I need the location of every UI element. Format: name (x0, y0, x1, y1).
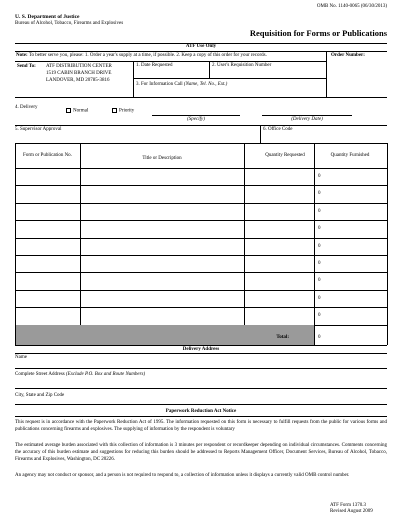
date-requested-field[interactable]: 1. Date Requested (136, 63, 173, 68)
qty-requested-cell[interactable]: 0 (318, 191, 321, 197)
table-row (15, 203, 387, 204)
paperwork-title: Paperwork Reduction Act Notice (165, 409, 237, 414)
paperwork-paragraph-3: An agency may not conduct or sponsor, and a person is not required to respond to, a collection of information unless it displays a currently valid OMB control number. (15, 473, 350, 478)
total-value: 0 (318, 335, 321, 340)
qty-requested-cell[interactable]: 0 (318, 243, 321, 249)
qty-requested-cell[interactable]: 0 (318, 278, 321, 284)
total-label: Total: (276, 335, 289, 340)
omb-number: OMB No. 1140-0065 (06/30/2013) (316, 4, 387, 9)
table-row (15, 272, 387, 273)
qty-requested-cell[interactable]: 0 (318, 261, 321, 266)
address-line-1: ATF DISTRIBUTION CENTER (46, 64, 112, 69)
table-row (15, 185, 387, 186)
col-header-title: Title or Description (142, 156, 182, 161)
address-line-3: LANDOVER, MD 20785-3816 (46, 78, 110, 83)
normal-checkbox[interactable] (66, 108, 71, 113)
qty-requested-cell[interactable]: 0 (318, 174, 321, 179)
send-to-label: Send To: (17, 64, 36, 69)
order-number-label: Order Number: (331, 53, 365, 58)
revision-date: Revised August 2009 (330, 509, 373, 514)
form-title: Requisition for Forms or Publications (249, 28, 387, 38)
address-line-2: 1519 CABIN BRANCH DRIVE (46, 71, 112, 76)
qty-requested-cell[interactable]: 0 (318, 226, 321, 232)
col-header-qty-furnished: Quantity Furnished (330, 153, 370, 158)
supervisor-approval-field[interactable]: 5. Supervisor Approval (15, 127, 62, 132)
table-row (15, 220, 387, 221)
delivery-address-title: Delivery Address (182, 347, 220, 352)
form-number: ATF Form 1370.3 (330, 503, 366, 508)
delivery-label: 4. Delivery (15, 105, 38, 110)
street-address-field[interactable]: Complete Street Address (Exclude P.O. Box and Route Numbers) (15, 372, 146, 377)
info-call-field[interactable]: 3. For Information Call (Name, Tel. No., Ext.) (136, 82, 228, 87)
col-header-form-no: Form or Publication No. (23, 153, 72, 158)
atf-use-only-label: ATF Use Only (185, 44, 217, 49)
col-header-qty-requested: Quantity Requested (265, 153, 305, 158)
user-requisition-field[interactable]: 2. User's Requisition Number (212, 63, 272, 68)
delivery-normal-option[interactable]: Normal (66, 108, 88, 114)
office-code-field[interactable]: 6. Office Code (263, 127, 293, 132)
qty-requested-cell[interactable]: 0 (318, 313, 321, 319)
table-row (15, 290, 387, 291)
qty-requested-cell[interactable]: 0 (318, 208, 321, 214)
priority-checkbox[interactable] (112, 108, 117, 113)
department-name: U. S. Department of Justice (15, 14, 80, 20)
note-text: Note: To better serve you, please: 1. Order a year's supply at a time, if possible. 2. Keep a copy of this order for your records. (16, 53, 267, 58)
table-row (15, 255, 387, 256)
paperwork-paragraph-2: The estimated average burden associated with this collection of information is 3 minutes per respondent or recordkeeper depending on individual circumstances. Comments concerning the accuracy of this burden estimate and suggestions for reducing this burden should be addressed to Reports Management Officer, Document Services, Bureau of Alcohol, Tobacco, Firearms and Explosives, Washington, DC 20226. (15, 443, 387, 462)
delivery-priority-option[interactable]: Priority (112, 108, 134, 114)
table-row (15, 238, 387, 239)
name-field[interactable]: Name (15, 355, 27, 360)
specify-hint: (Specify) (187, 117, 205, 122)
qty-requested-cell[interactable]: 0 (318, 295, 321, 301)
bureau-name: Bureau of Alcohol, Tobacco, Firearms and Explosives (15, 21, 124, 26)
delivery-date-hint: (Delivery Date) (291, 117, 323, 122)
city-state-zip-field[interactable]: City, State and Zip Code (15, 393, 65, 398)
table-row (15, 307, 387, 308)
paperwork-paragraph-1: This request is in accordance with the Paperwork Reduction Act of 1995. The information requested on this form is necessary to fulfill requests from the public for various forms and publications concerning firearms and explosives. The supplying of information by the respondent is voluntary (15, 420, 387, 432)
